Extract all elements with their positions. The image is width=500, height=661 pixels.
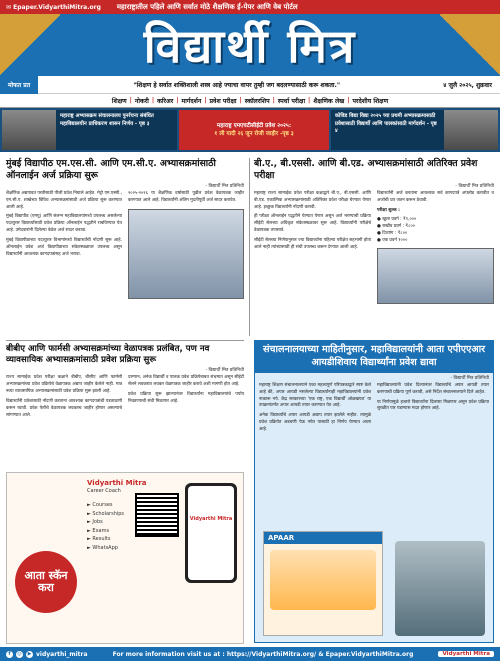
highlight-2[interactable] bbox=[179, 110, 329, 150]
info-strip bbox=[0, 76, 500, 94]
article-2-para-2: ही परीक्षा ऑनलाईन पद्धतीने घेण्यात येणार असून अर्ज भरण्याची प्रक्रिया सीईटी सेलच्या अधिकृत संकेतस्थळावर सुरू आहे. विद्यार्थ्यांनी परीक्षेचे वेळापत्रक तपासावे. bbox=[254, 214, 371, 234]
article-1-byline: - विद्यार्थी मित्र प्रतिनिधी bbox=[205, 184, 244, 189]
article-4-para-1: महाराष्ट्र शिक्षण संचालनालयाने एका महत्त्वपूर्ण परिपत्रकाद्वारे स्पष्ट केले आहे की, अपार आयडी नसलेल्या विद्यार्थ्यांनाही महाविद्यालयांनी प्रवेश नाकारू नये. केंद्र सरकारच्या 'एक राष्ट्र, एक विद्यार्थी ओळखपत्र' या उपक्रमांतर्गत अपार आयडी तयार करण्यात येत आहे. bbox=[259, 382, 371, 409]
epaper-site-link[interactable]: ✉ Epaper.VidyarthiMitra.org bbox=[6, 3, 101, 11]
free-copy-badge: मोफत प्रत bbox=[0, 76, 38, 94]
masthead-ribbon-right bbox=[440, 14, 500, 76]
highlight-3-photo bbox=[444, 110, 498, 150]
quote: "शिक्षण हे सर्वात शक्तिशाली शस्त्र आहे ज्याचा वापर तुम्ही जग बदलण्यासाठी करू शकता." bbox=[133, 82, 341, 89]
article-4-para-3: महाविद्यालयांनी प्रवेश दिल्यानंतर विद्यार्थ्यांचे अपार आयडी तयार करण्याची प्रक्रिया पूर्ण करावी, असे निर्देश संचालनालयाने दिले आहेत. bbox=[377, 382, 489, 395]
highlight-3[interactable] bbox=[331, 110, 498, 150]
article-2-para-4: विद्यार्थ्यांनी अर्ज करताना आवश्यक सर्व कागदपत्रे अपलोड करावीत व अर्जाची प्रत जतन करून ठेवावी. bbox=[377, 191, 494, 203]
nav-item-jobs[interactable]: नोकरी bbox=[134, 98, 149, 105]
highlight-1[interactable] bbox=[2, 110, 177, 150]
article-4-para-2: अनेक विद्यार्थ्यांचे अपार आयडी अद्याप तयार झालेले नाहीत. त्यामुळे प्रवेश प्रक्रियेत अडचणी येऊ नयेत यासाठी हा निर्णय घेण्यात आला आहे. bbox=[259, 413, 371, 432]
highlight-2-line1: महाराष्ट्र एमएचटीसीईटी प्रवेश २०२५: bbox=[216, 122, 292, 129]
article-3-para-3: दरम्यान, अनेक विद्यार्थी व पालक प्रवेश प्रक्रियेबाबत संभ्रमात असून सीईटी सेलने लवकरात लवकर वेळापत्रक जाहीर करावे अशी मागणी होत आहे. bbox=[128, 375, 244, 388]
instagram-icon[interactable]: ◎ bbox=[17, 650, 22, 657]
highlights-bar bbox=[0, 108, 500, 152]
article-3-headline[interactable]: बीबीए आणि फार्मसी अभ्यासक्रमांच्या वेळापत्रक प्रलंबित, पण नव व्यावसायिक अभ्यासक्रमांसाठी प्रवेश प्रक्रिया सुरू bbox=[6, 344, 210, 365]
article-3-para-4: प्रवेश प्रक्रिया सुरू झाल्यानंतर विद्यार्थ्यांना महाविद्यालयांचे पर्याय निवडण्याची संधी मिळणार आहे. bbox=[128, 392, 244, 404]
highlight-2-line2: १ ली यादी २६ जून रोजी जाहीर -पृष्ठ ३ bbox=[214, 131, 294, 137]
article-1-headline[interactable]: मुंबई विद्यापीठ एम.एस.सी. आणि एम.सी.ए. अभ्यासक्रमांसाठी ऑनलाईन अर्ज प्रक्रिया सुरू bbox=[6, 158, 216, 181]
article-4-para-4: या निर्णयामुळे हजारो विद्यार्थ्यांना दिलासा मिळणार असून प्रवेश प्रक्रिया सुरळीत पार पडण्यास मदत होणार आहे. bbox=[377, 399, 489, 412]
id-card-icon bbox=[270, 550, 376, 610]
article-2-para-3: सीईटी सेलच्या निर्णयानुसार ज्या विद्यार्थ्यांना पहिल्या परीक्षेत सहभागी होता आले नाही त्यांच्यासाठी ही संधी उपलब्ध करून देण्यात आली आहे. bbox=[254, 237, 371, 250]
masthead bbox=[0, 14, 500, 76]
nav-item-guidance[interactable]: मार्गदर्शन bbox=[181, 98, 202, 105]
footer bbox=[0, 647, 500, 661]
nav-item-scholarship[interactable]: स्कॉलरशिप bbox=[244, 98, 270, 105]
nav-item-competitive-exams[interactable]: स्पर्धा परीक्षा bbox=[277, 98, 306, 105]
article-bba-pharmacy bbox=[6, 340, 244, 422]
article-4-byline: - विद्यार्थी मित्र प्रतिनिधी bbox=[450, 375, 489, 381]
footer-info-link[interactable]: For more information visit us at : https://VidyarthiMitra.org/ & Epaper.VidyarthiMitra.org bbox=[112, 650, 414, 658]
article-2-byline: - विद्यार्थी मित्र प्रतिनिधी bbox=[455, 184, 494, 189]
nav-item-foreign-education[interactable]: परदेशीय शिक्षण bbox=[352, 98, 389, 105]
youtube-icon[interactable]: ▶ bbox=[27, 650, 32, 657]
top-bar bbox=[0, 0, 500, 14]
apaar-card-graphic: APAAR bbox=[263, 531, 383, 636]
highlight-1-text: महाराष्ट्र अभ्यासक्रम संचालनालय पुनर्रचना संबंधित महाविद्यालयीन प्राधिकरण शासन निर्णय - पृष्ठ ३ bbox=[60, 113, 154, 127]
column-divider bbox=[249, 158, 250, 336]
highlight-3-text: कोविड विद्या विद्या २०२५ च्या प्रथमी अभ्यासक्रमासाठी प्रवेशासाठी विद्यार्थी आणि पालकांसाठी मार्गदर्शन - पृष्ठ ४ bbox=[335, 113, 437, 135]
ad-brand-sub: Career Coach bbox=[87, 488, 121, 494]
highlight-1-photo bbox=[2, 110, 56, 150]
newspaper-title: विद्यार्थी मित्र bbox=[143, 19, 357, 73]
article-1-para-4: २०२५-२०२६ या शैक्षणिक वर्षासाठी पुढील प्रवेश वेळापत्रक जाहीर करण्यात आले आहे. विद्यार्थ्यांनी अंतिम मुदतीपूर्वी अर्ज सादर करावेत. bbox=[128, 191, 244, 203]
tagline: महाराष्ट्रातील पहिले आणि सर्वात मोठे शैक्षणिक ई-पेपर आणि वेब पोर्टल bbox=[116, 2, 298, 11]
article-3-para-1: राज्य सामाईक प्रवेश परीक्षा कक्षाने बीबीए, बीसीए आणि फार्मसी अभ्यासक्रमांच्या प्रवेश प्रक्रियेचे वेळापत्रक अद्याप जाहीर केलेले नाही. मात्र नव्या व्यावसायिक अभ्यासक्रमांसाठी प्रवेश प्रक्रिया सुरू झाली आहे. bbox=[6, 375, 122, 395]
vidyarthi-mitra-app-ad[interactable] bbox=[6, 472, 244, 644]
fee-item-4: ● एक प्रवर्ग १००० bbox=[377, 237, 408, 243]
facebook-icon[interactable]: f bbox=[6, 651, 13, 658]
article-apaar-id bbox=[254, 340, 494, 643]
article-3-para-2: विद्यार्थ्यांनी प्रवेशासाठी नोंदणी करताना आवश्यक कागदपत्रांची पडताळणी करून घ्यावी. प्रवेश फेरीचे वेळापत्रक लवकरच जाहीर होणार असल्याचे सांगण्यात आले. bbox=[6, 398, 122, 418]
social-handle-text: vidyarthi_mitra bbox=[36, 650, 88, 658]
fee-item-2: ● राखीव प्रवर्ग : ₹८०० bbox=[377, 224, 416, 230]
ad-feature-list: ► Courses ► Scholarships ► Jobs ► Exams ► Results ► WhatsApp bbox=[87, 502, 125, 551]
nav-item-education[interactable]: शिक्षण bbox=[111, 98, 127, 105]
fee-item-3: ● दिव्यांग : ₹८०० bbox=[377, 231, 408, 237]
article-3-byline: - विद्यार्थी मित्र प्रतिनिधी bbox=[205, 368, 244, 374]
article-ba-bsc-bed bbox=[254, 158, 494, 304]
article-2-para-1: महाराष्ट्र राज्य सामाईक प्रवेश परीक्षा कक्षाद्वारे बी.ए., बी.एससी. आणि बी.एड. एकात्मिक अभ्यासक्रमांसाठी अतिरिक्त प्रवेश परीक्षा घेण्यात येणार आहे. इच्छुक विद्यार्थ्यांनी नोंदणी करावी. bbox=[254, 191, 371, 210]
social-handles[interactable] bbox=[6, 651, 88, 658]
scan-now-badge: आता स्कॅन करा bbox=[15, 551, 77, 613]
ad-brand: Vidyarthi Mitra bbox=[87, 479, 147, 487]
issue-date: ४ जुलै २०२५, शुक्रवार bbox=[443, 81, 492, 89]
section-nav: शिक्षण | नोकरी | करिअर | मार्गदर्शन | प्रवेश परीक्षा | स्कॉलरशिप | स्पर्धा परीक्षा | शैक्षणिक लेख | परदेशीय शिक्षण bbox=[0, 94, 500, 108]
masthead-ribbon-left bbox=[0, 14, 60, 76]
qr-code[interactable] bbox=[135, 493, 179, 537]
fee-item-1: ● खुला प्रवर्ग : ₹१,००० bbox=[377, 217, 417, 223]
student-photo bbox=[395, 541, 485, 636]
nav-item-career[interactable]: करिअर bbox=[157, 98, 174, 105]
article-4-headline[interactable]: संचालनालयाच्या माहितीनुसार, महाविद्यालयांनी आता एपीएएआर आयडीशिवाय विद्यार्थ्यांना प्रवेश द्यावा bbox=[255, 341, 493, 373]
nav-item-entrance-exams[interactable]: प्रवेश परीक्षा bbox=[209, 98, 237, 105]
phone-mockup: Vidyarthi Mitra bbox=[185, 483, 237, 583]
article-1-para-1: शैक्षणिक अद्ययावत परतीसाठी पीजी प्रवेश निघाले आहेत. मेट्रो एम.एस्सी., एम.सी.ए. शाखेच्या विविध अभ्यासक्रमांसाठी अर्ज प्रक्रिया सुरू करण्यात आली आहे. bbox=[6, 191, 122, 210]
article-2-headline[interactable]: बी.ए., बी.एससी. आणि बी.एड. अभ्यासक्रमांसाठी अतिरिक्त प्रवेश परीक्षा bbox=[254, 158, 478, 181]
fee-title: परीक्षा शुल्क : bbox=[377, 207, 400, 213]
article-mumbai-university bbox=[6, 158, 244, 299]
students-exam-photo bbox=[377, 248, 494, 304]
article-1-para-2: मुंबई विद्यापीठ (एमयु) आणि संलग्न महाविद्यालयांमध्ये उपलब्ध असलेल्या पदव्युत्तर विद्यार्थ्यांसाठी प्रवेश प्रक्रिया ऑनलाईन पद्धतीने राबविण्यात येत आहे. उमेदवारांनी दिलेल्या वेळेत अर्ज सादर करावा. bbox=[6, 214, 122, 234]
footer-brand-logo: Vidyarthi Mitra bbox=[438, 651, 494, 657]
nav-item-educational-articles[interactable]: शैक्षणिक लेख bbox=[313, 98, 345, 105]
article-1-para-3: मुंबई विद्यापीठाच्या पदव्युत्तर विभागांमध्ये विद्यार्थ्यांची नोंदणी सुरू आहे. ऑनलाईन प्रवेश अर्ज विद्यापीठाच्या संकेतस्थळावर उपलब्ध असून विद्यार्थ्यांनी आवश्यक कागदपत्रांसह अर्ज भरावा. bbox=[6, 237, 122, 257]
mumbai-university-building-photo bbox=[128, 209, 244, 299]
